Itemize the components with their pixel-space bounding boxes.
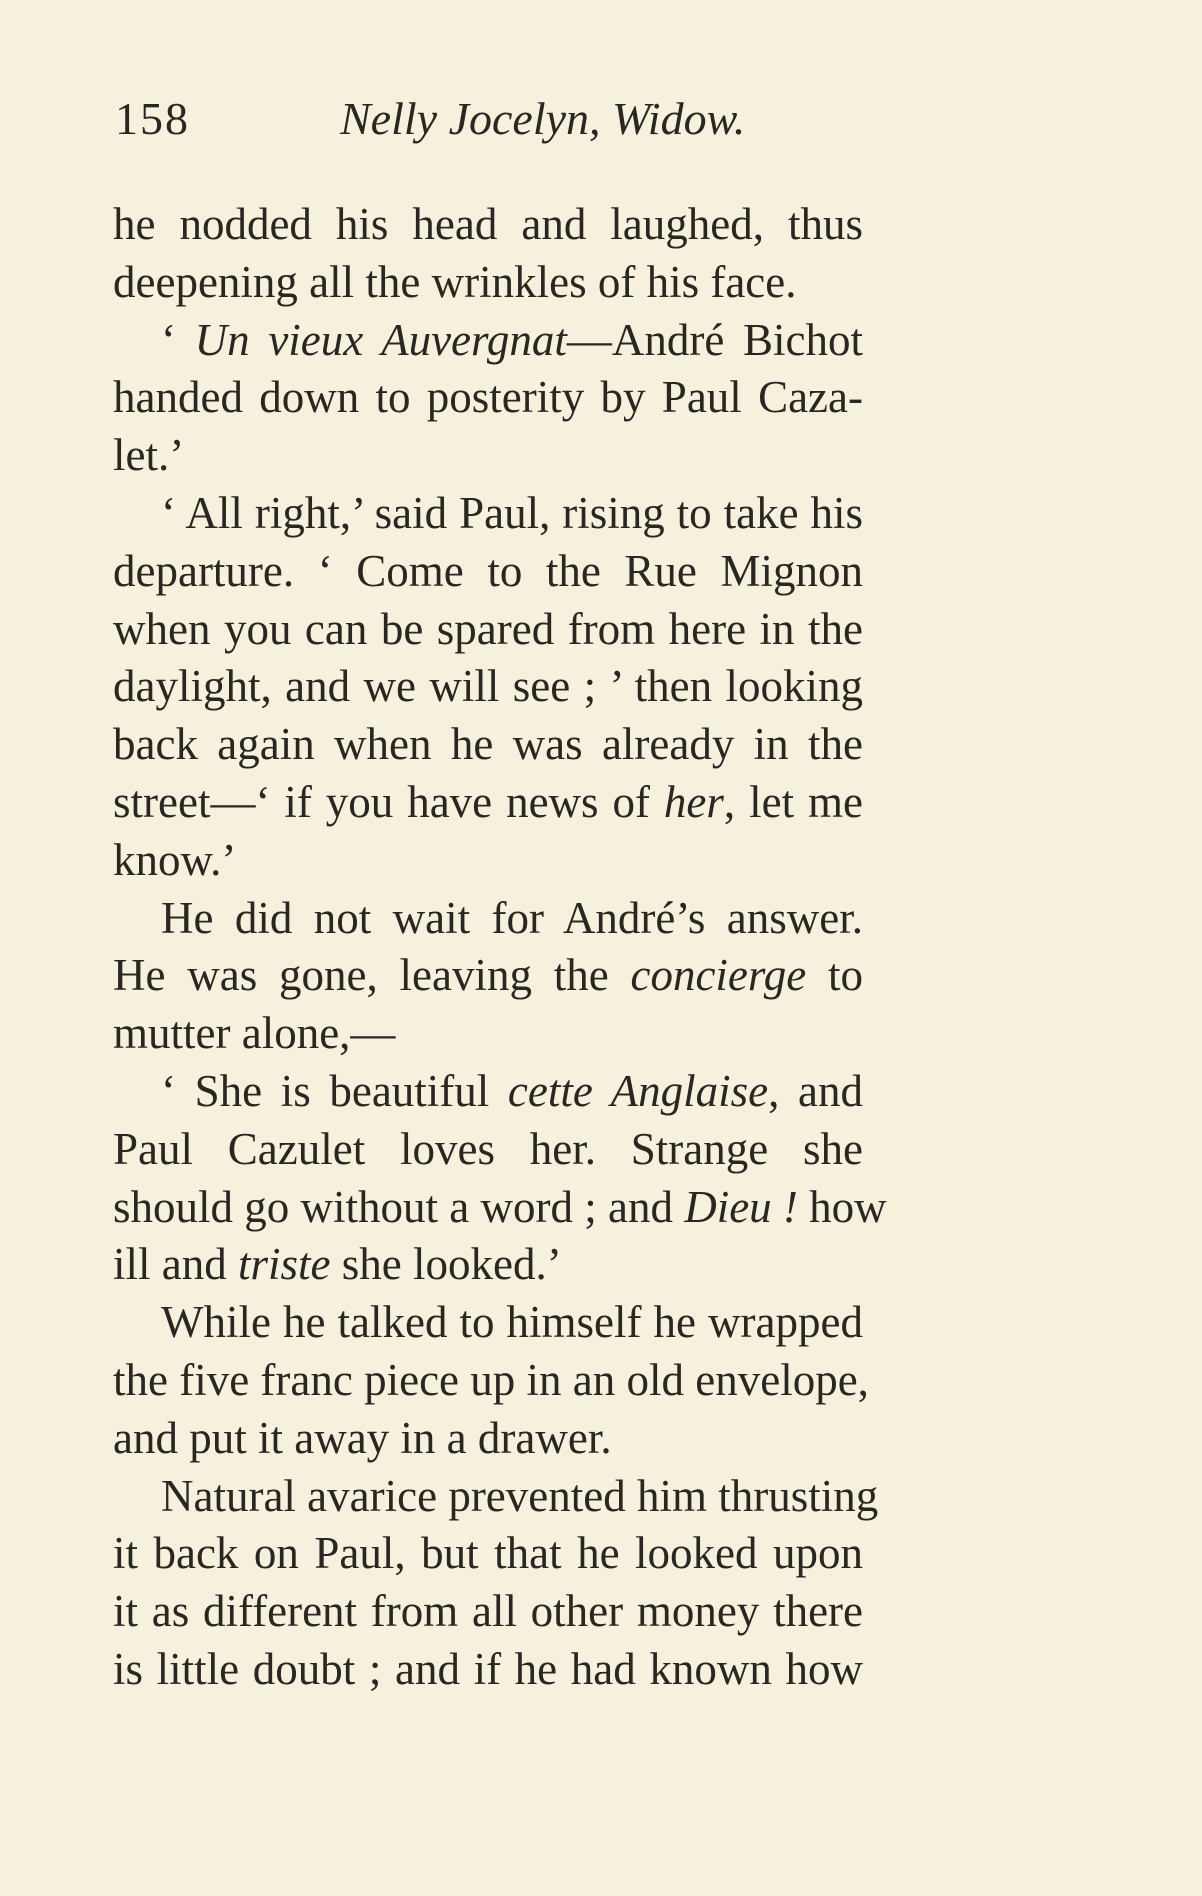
text-run: it back on Paul, but that he looked upon xyxy=(113,1528,863,1579)
text-run: Natural avarice prevented him thrusting xyxy=(161,1470,879,1521)
body-text xyxy=(113,196,887,1699)
italic-text: her xyxy=(663,776,724,827)
text-run: how xyxy=(797,1181,887,1232)
page-header xyxy=(115,92,875,162)
text-line xyxy=(113,1525,863,1583)
text-run: when you can be spared from here in the xyxy=(113,603,863,654)
text-run: ‘ She is beautiful xyxy=(161,1065,508,1116)
text-line xyxy=(113,716,863,774)
text-run: daylight, and we will see ; ’ then looking xyxy=(113,661,863,712)
text-run: departure. ‘ Come to the Rue Mignon xyxy=(113,545,863,596)
text-run: ill and xyxy=(113,1239,238,1290)
text-line xyxy=(113,1236,863,1294)
text-line xyxy=(113,601,863,659)
italic-text: Dieu ! xyxy=(684,1181,798,1232)
text-line xyxy=(113,312,863,370)
text-run: deepening all the wrinkles of his face. xyxy=(113,256,797,307)
page-number: 158 xyxy=(115,93,190,144)
text-line xyxy=(113,658,863,716)
text-run: , and xyxy=(768,1065,863,1116)
text-line xyxy=(113,1179,887,1237)
text-run: he nodded his head and laughed, thus xyxy=(113,199,863,249)
text-run: let.’ xyxy=(113,430,185,481)
text-run: mutter alone,— xyxy=(113,1008,396,1059)
text-line xyxy=(113,774,863,832)
text-line xyxy=(113,1063,863,1121)
text-run: she looked.’ xyxy=(330,1239,562,1290)
text-line xyxy=(113,947,863,1005)
italic-text: triste xyxy=(237,1239,331,1290)
text-line xyxy=(113,485,863,543)
text-run: back again when he was already in the xyxy=(113,719,863,770)
text-line xyxy=(113,1352,869,1410)
text-run: know.’ xyxy=(113,834,237,885)
text-line xyxy=(113,543,863,601)
text-run: —André Bichot xyxy=(566,314,863,365)
text-line xyxy=(113,1583,863,1641)
text-run: While he talked to himself he wrapped xyxy=(161,1297,863,1348)
italic-text: Un vieux Auvergnat xyxy=(194,314,567,365)
text-run: ‘ All right,’ said Paul, rising to take his xyxy=(161,487,863,538)
text-line xyxy=(113,832,863,890)
text-run: He did not wait for André’s answer. xyxy=(161,892,863,943)
text-line xyxy=(113,1468,879,1526)
text-run: it as different from all other money there xyxy=(113,1586,863,1637)
text-line xyxy=(113,427,863,485)
running-title: Nelly Jocelyn, Widow. xyxy=(340,93,746,144)
text-run: street—‘ if you have news of xyxy=(113,776,664,827)
text-run: and put it away in a drawer. xyxy=(113,1412,612,1463)
text-line xyxy=(113,890,863,948)
text-line xyxy=(113,1005,863,1063)
text-run: is little doubt ; and if he had known how xyxy=(113,1643,863,1694)
text-run: Paul Cazulet loves her. Strange she xyxy=(113,1123,863,1174)
text-line xyxy=(113,1294,863,1352)
text-line xyxy=(113,369,863,427)
text-run: He was gone, leaving the xyxy=(113,950,631,1001)
text-line xyxy=(113,1410,863,1468)
text-line xyxy=(113,1641,863,1699)
text-line xyxy=(113,254,863,312)
italic-text: cette Anglaise xyxy=(507,1065,769,1116)
text-run: handed down to posterity by Paul Caza- xyxy=(113,372,863,423)
text-run: to xyxy=(806,950,863,1001)
text-run: should go without a word ; and xyxy=(113,1181,685,1232)
text-run: the five franc piece up in an old envelope, xyxy=(113,1354,869,1405)
text-run: ‘ xyxy=(161,314,195,365)
text-line xyxy=(113,1121,863,1179)
italic-text: concierge xyxy=(630,950,807,1001)
text-line xyxy=(113,196,863,254)
text-run: , let me xyxy=(723,776,863,827)
